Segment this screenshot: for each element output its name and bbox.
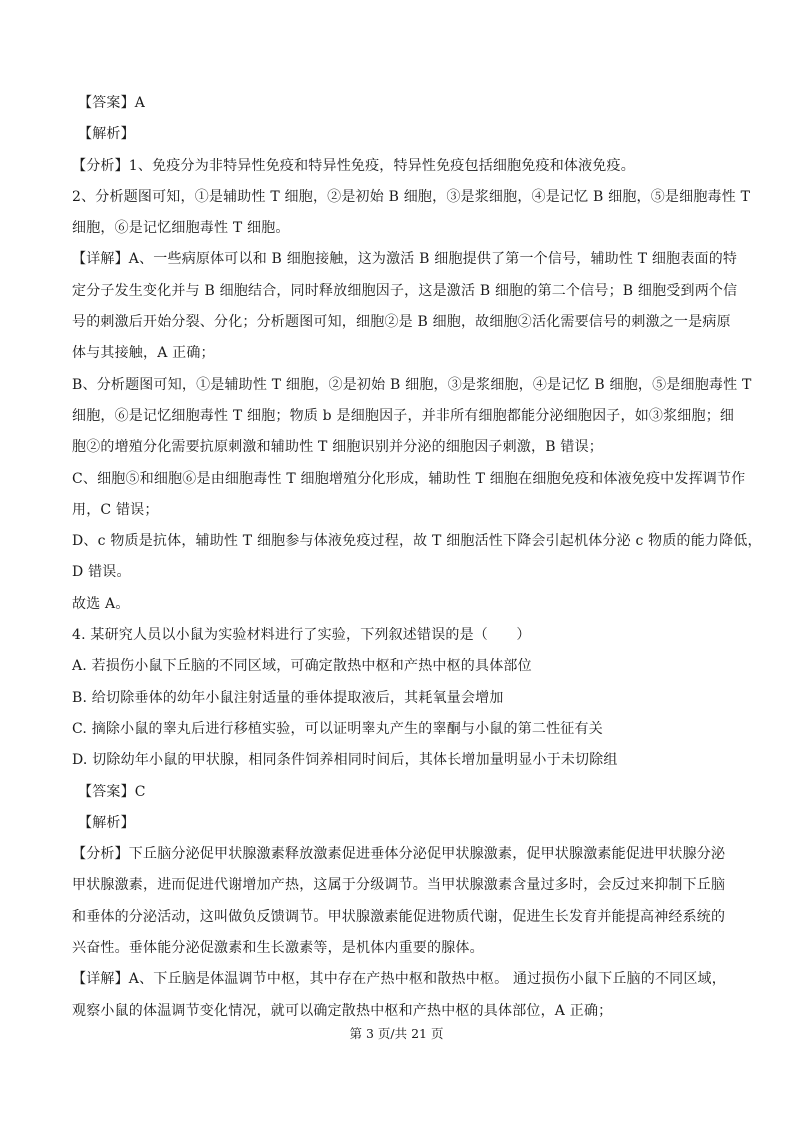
text-line: D 错误。: [72, 564, 131, 581]
answer-label: 【答案】C: [78, 783, 146, 800]
question-stem: 4. 某研究人员以小鼠为实验材料进行了实验，下列叙述错误的是（ ）: [72, 627, 531, 644]
answer-label: 【答案】A: [78, 95, 146, 111]
text-line: 观察小鼠的体温调节变化情况，就可以确定散热中枢和产热中枢的具体部位，A 正确；: [72, 1002, 613, 1019]
option-b: B. 给切除垂体的幼年小鼠注射适量的垂体提取液后，其耗氧量会增加: [72, 689, 504, 706]
text-line: 【分析】下丘脑分泌促甲状腺激素释放激素促进垂体分泌促甲状腺激素，促甲状腺激素能促进甲状腺分泌: [72, 846, 726, 863]
analysis-heading: 【解析】: [78, 126, 135, 143]
text-line: B、分析题图可知，①是辅助性 T 细胞，②是初始 B 细胞，③是浆细胞，④是记忆 B 细胞，⑤是细胞毒性 T: [72, 376, 752, 393]
option-a: A. 若损伤小鼠下丘脑的不同区域，可确定散热中枢和产热中枢的具体部位: [72, 658, 532, 675]
text-line: 和垂体的分泌活动，这叫做负反馈调节。甲状腺激素能促进物质代谢，促进生长发育并能提高神经系统的: [72, 908, 726, 925]
text-line: 细胞，⑥是记忆细胞毒性 T 细胞；物质 b 是细胞因子，并非所有细胞都能分泌细胞因子，如③浆细胞；细: [72, 407, 735, 424]
option-d: D. 切除幼年小鼠的甲状腺，相同条件饲养相同时间后，其体长增加量明显小于未切除组: [72, 752, 618, 769]
text-line: C、细胞⑤和细胞⑥是由细胞毒性 T 细胞增殖分化形成，辅助性 T 细胞在细胞免疫和体液免疫中发挥调节作: [72, 470, 746, 487]
text-line: D、c 物质是抗体，辅助性 T 细胞参与体液免疫过程，故 T 细胞活性下降会引起机体分泌 c 物质的能力降低，: [72, 533, 762, 550]
text-line: 用，C 错误；: [72, 501, 159, 518]
text-line: 号的刺激后开始分裂、分化；分析题图可知，细胞②是 B 细胞，故细胞②活化需要信号的刺激之一是病原: [72, 314, 731, 331]
text-line: 故选 A。: [72, 595, 130, 612]
text-line: 细胞，⑥是记忆细胞毒性 T 细胞。: [72, 220, 290, 237]
text-line: 2、分析题图可知，①是辅助性 T 细胞，②是初始 B 细胞，③是浆细胞，④是记忆 B 细胞，⑤是细胞毒性 T: [72, 188, 751, 205]
text-line: 【分析】1、免疫分为非特异性免疫和特异性免疫，特异性免疫包括细胞免疫和体液免疫。: [72, 157, 635, 174]
analysis-heading: 【解析】: [78, 814, 135, 831]
text-line: 胞②的增殖分化需要抗原刺激和辅助性 T 细胞识别并分泌的细胞因子刺激，B 错误；: [72, 439, 603, 456]
text-line: 定分子发生变化并与 B 细胞结合，同时释放细胞因子，这是激活 B 细胞的第二个信号；B 细胞受到两个信: [72, 282, 738, 299]
document-body: [72, 88, 762, 1027]
text-line: 【详解】A、下丘脑是体温调节中枢，其中存在产热中枢和散热中枢。 通过损伤小鼠下丘脑的不同区域，: [72, 971, 726, 988]
page-footer: 第 3 页/共 21 页: [349, 1026, 444, 1041]
text-line: 【详解】A、一些病原体可以和 B 细胞接触，这为激活 B 细胞提供了第一个信号，辅助性 T 细胞表面的特: [72, 251, 738, 268]
text-line: 体与其接触，A 正确；: [72, 345, 215, 362]
text-line: 兴奋性。垂体能分泌促激素和生长激素等，是机体内重要的腺体。: [72, 940, 484, 957]
text-line: 甲状腺激素，进而促进代谢增加产热，这属于分级调节。当甲状腺激素含量过多时，会反过来抑制下丘脑: [72, 877, 726, 894]
option-c: C. 摘除小鼠的睾丸后进行移植实验，可以证明睾丸产生的睾酮与小鼠的第二性征有关: [72, 720, 603, 737]
